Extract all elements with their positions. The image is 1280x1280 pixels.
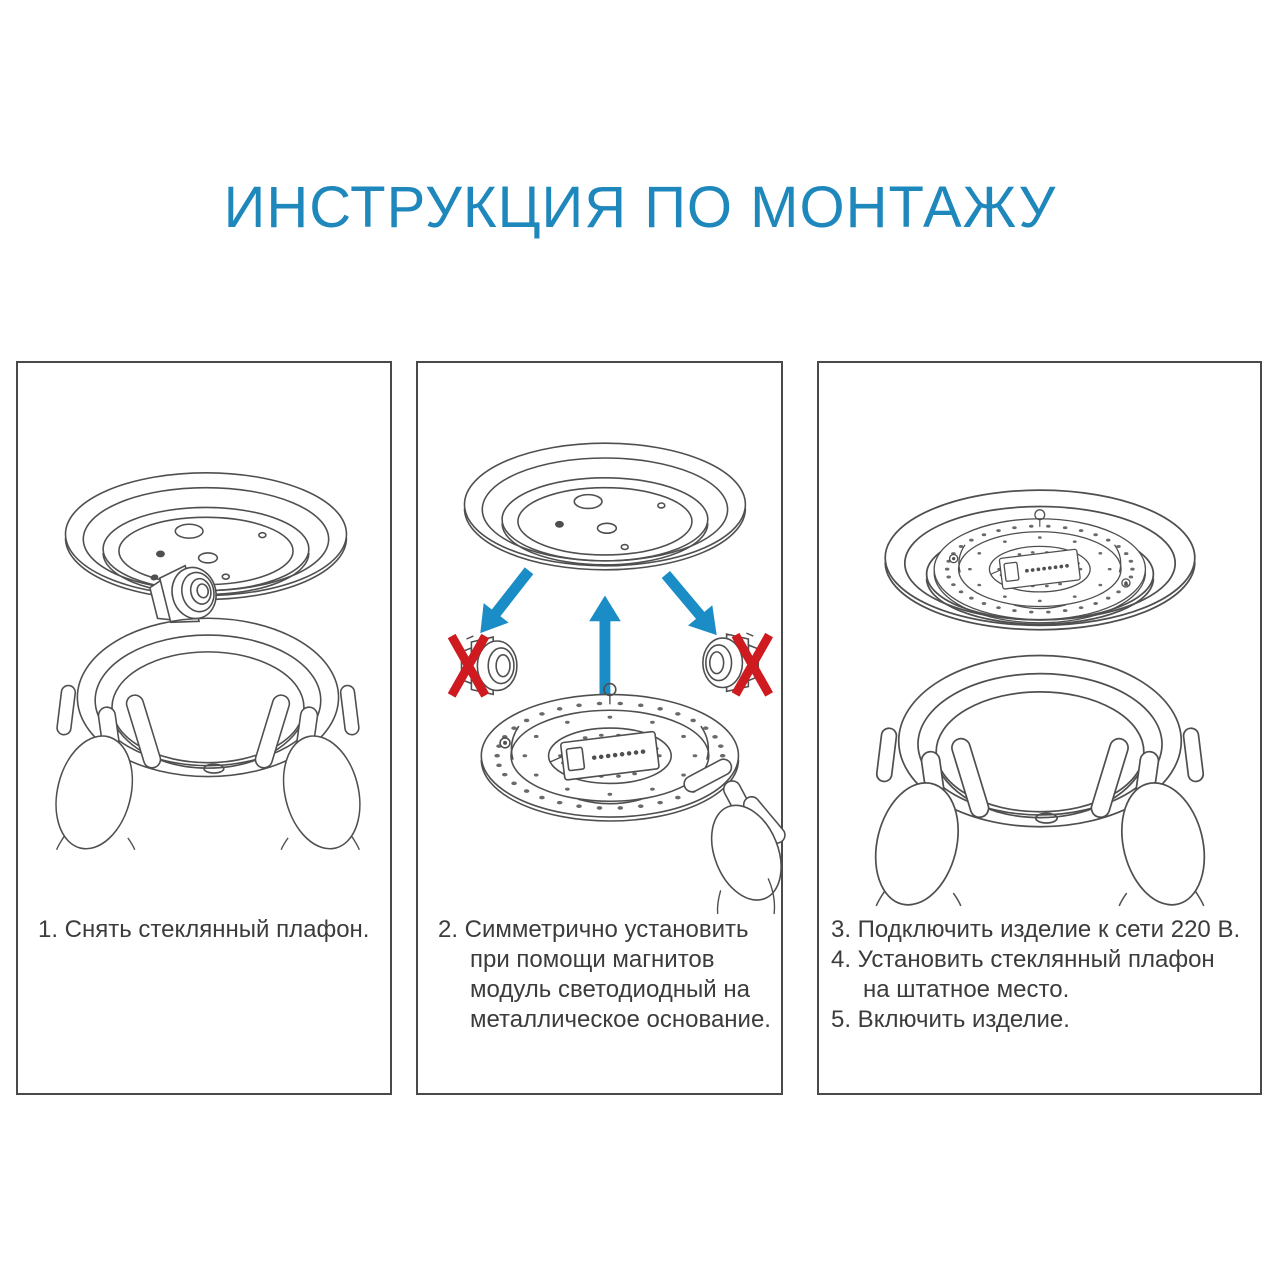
ceiling-base-illustration [65, 473, 346, 631]
step-line: 4. Установить стеклянный плафон [831, 946, 1215, 973]
ceiling-base-illustration [464, 443, 745, 570]
panel-1-step-text [18, 915, 390, 945]
mounting-arrow-right-icon [654, 564, 729, 645]
instruction-panel-step-1 [16, 361, 392, 1095]
ceiling-base-with-module-illustration [885, 490, 1195, 630]
step-line: при помощи магнитов [470, 946, 715, 973]
panel-2-step-text [418, 915, 781, 1035]
step-line: на штатное место. [863, 976, 1070, 1003]
mounting-arrow-left-icon [468, 561, 542, 643]
instruction-panel-step-2 [416, 361, 783, 1095]
crossed-socket-left-illustration [452, 636, 517, 695]
led-module-illustration [481, 684, 738, 821]
step-line: 1. Снять стеклянный плафон. [38, 916, 370, 943]
step-line: 2. Симметрично установить [438, 916, 749, 943]
instruction-panel-steps-3-4-5 [817, 361, 1262, 1095]
mounting-arrow-up-icon [589, 596, 621, 695]
glass-shade-with-hands-illustration [863, 655, 1216, 913]
step-line: 3. Подключить изделие к сети 220 В. [831, 916, 1241, 943]
crossed-socket-right-illustration [703, 633, 769, 694]
panel-3-step-text [819, 915, 1260, 1035]
panel-1-illustration [18, 363, 390, 919]
hand-holding-module-illustration [681, 756, 794, 914]
step-line: модуль светодиодный на [470, 976, 750, 1003]
step-line: металлическое основание. [470, 1006, 771, 1033]
step-line: 5. Включить изделие. [831, 1006, 1070, 1033]
glass-shade-with-hands-illustration [45, 618, 371, 857]
page-title: ИНСТРУКЦИЯ ПО МОНТАЖУ [223, 175, 1057, 240]
panel-2-illustration [418, 363, 781, 919]
panel-3-illustration [819, 363, 1260, 919]
